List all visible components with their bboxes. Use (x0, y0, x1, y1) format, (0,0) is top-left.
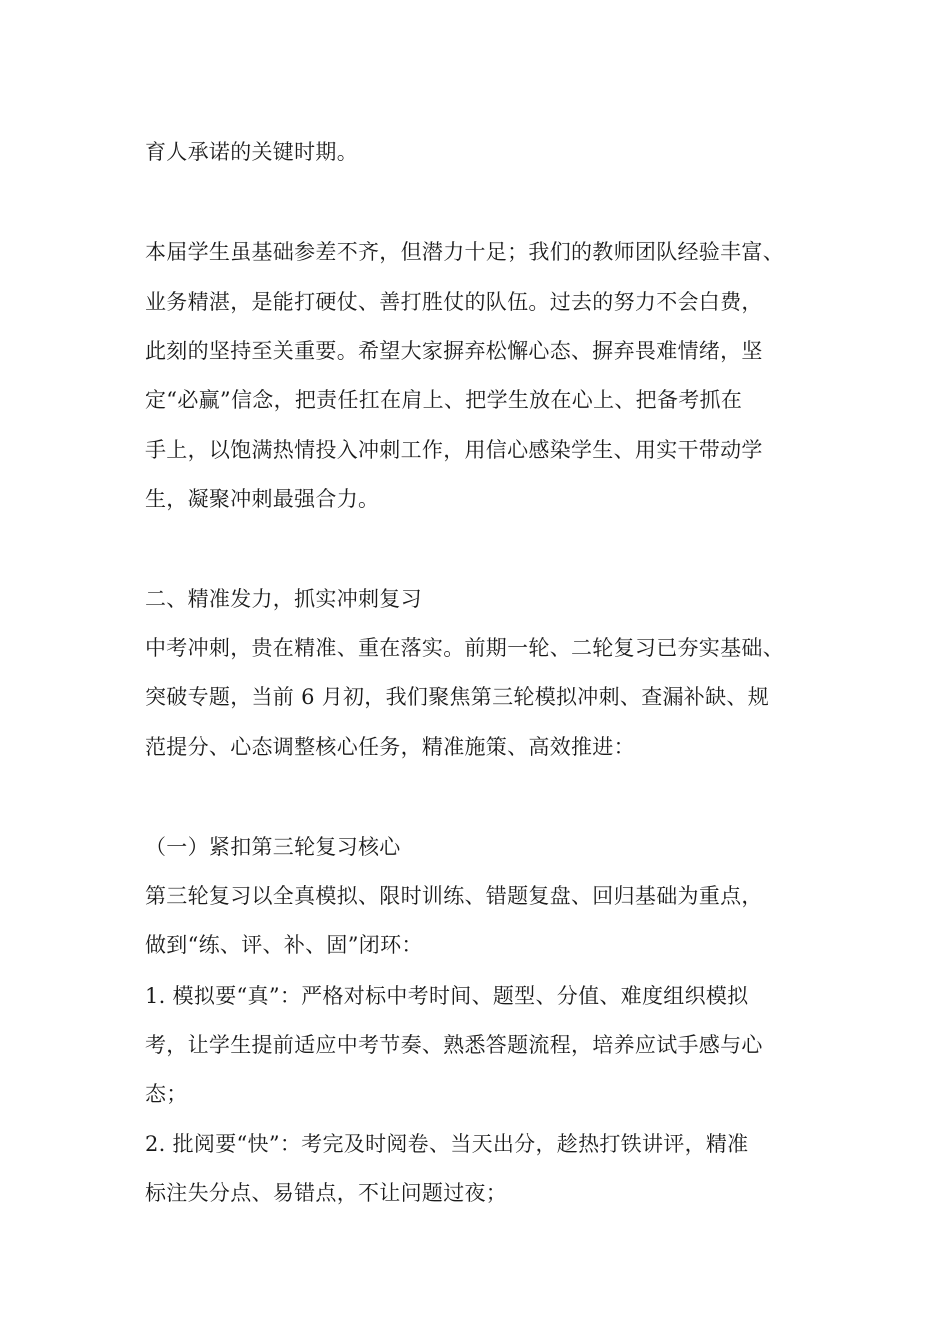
paragraph-line: 手上，以饱满热情投入冲刺工作，用信心感染学生、用实干带动学 (145, 438, 763, 462)
paragraph-line: 定“必赢”信念，把责任扛在肩上、把学生放在心上、把备考抓在 (145, 388, 743, 412)
list-item-line: 1. 模拟要“真”：严格对标中考时间、题型、分值、难度组织模拟 (145, 984, 749, 1008)
paragraph-line: 第三轮复习以全真模拟、限时训练、错题复盘、回归基础为重点， (145, 884, 763, 908)
paragraph-line: 业务精湛，是能打硬仗、善打胜仗的队伍。过去的努力不会白费， (145, 290, 763, 314)
paragraph-line: 做到“练、评、补、固”闭环： (145, 933, 423, 957)
paragraph-line: 此刻的坚持至关重要。希望大家摒弃松懈心态、摒弃畏难情绪，坚 (145, 339, 763, 363)
paragraph-line: 本届学生虽基础参差不齐，但潜力十足；我们的教师团队经验丰富、 (145, 240, 784, 264)
paragraph-line: 突破专题，当前 6 月初，我们聚焦第三轮模拟冲刺、查漏补缺、规 (145, 685, 770, 709)
paragraph-line: 中考冲刺，贵在精准、重在落实。前期一轮、二轮复习已夯实基础、 (145, 636, 784, 660)
list-item-line: 2. 批阅要“快”：考完及时阅卷、当天出分，趁热打铁讲评，精准 (145, 1132, 749, 1156)
subsection-heading: （一）紧扣第三轮复习核心 (145, 835, 401, 859)
section-heading: 二、精准发力，抓实冲刺复习 (145, 587, 422, 611)
list-item-line: 标注失分点、易错点，不让问题过夜； (145, 1181, 508, 1205)
list-item-line: 考，让学生提前适应中考节奏、熟悉答题流程，培养应试手感与心 (145, 1033, 763, 1057)
paragraph-line: 范提分、心态调整核心任务，精准施策、高效推进： (145, 735, 635, 759)
paragraph-line: 育人承诺的关键时期。 (145, 140, 358, 164)
paragraph-line: 生，凝聚冲刺最强合力。 (145, 487, 380, 511)
list-item-line: 态； (145, 1082, 188, 1106)
